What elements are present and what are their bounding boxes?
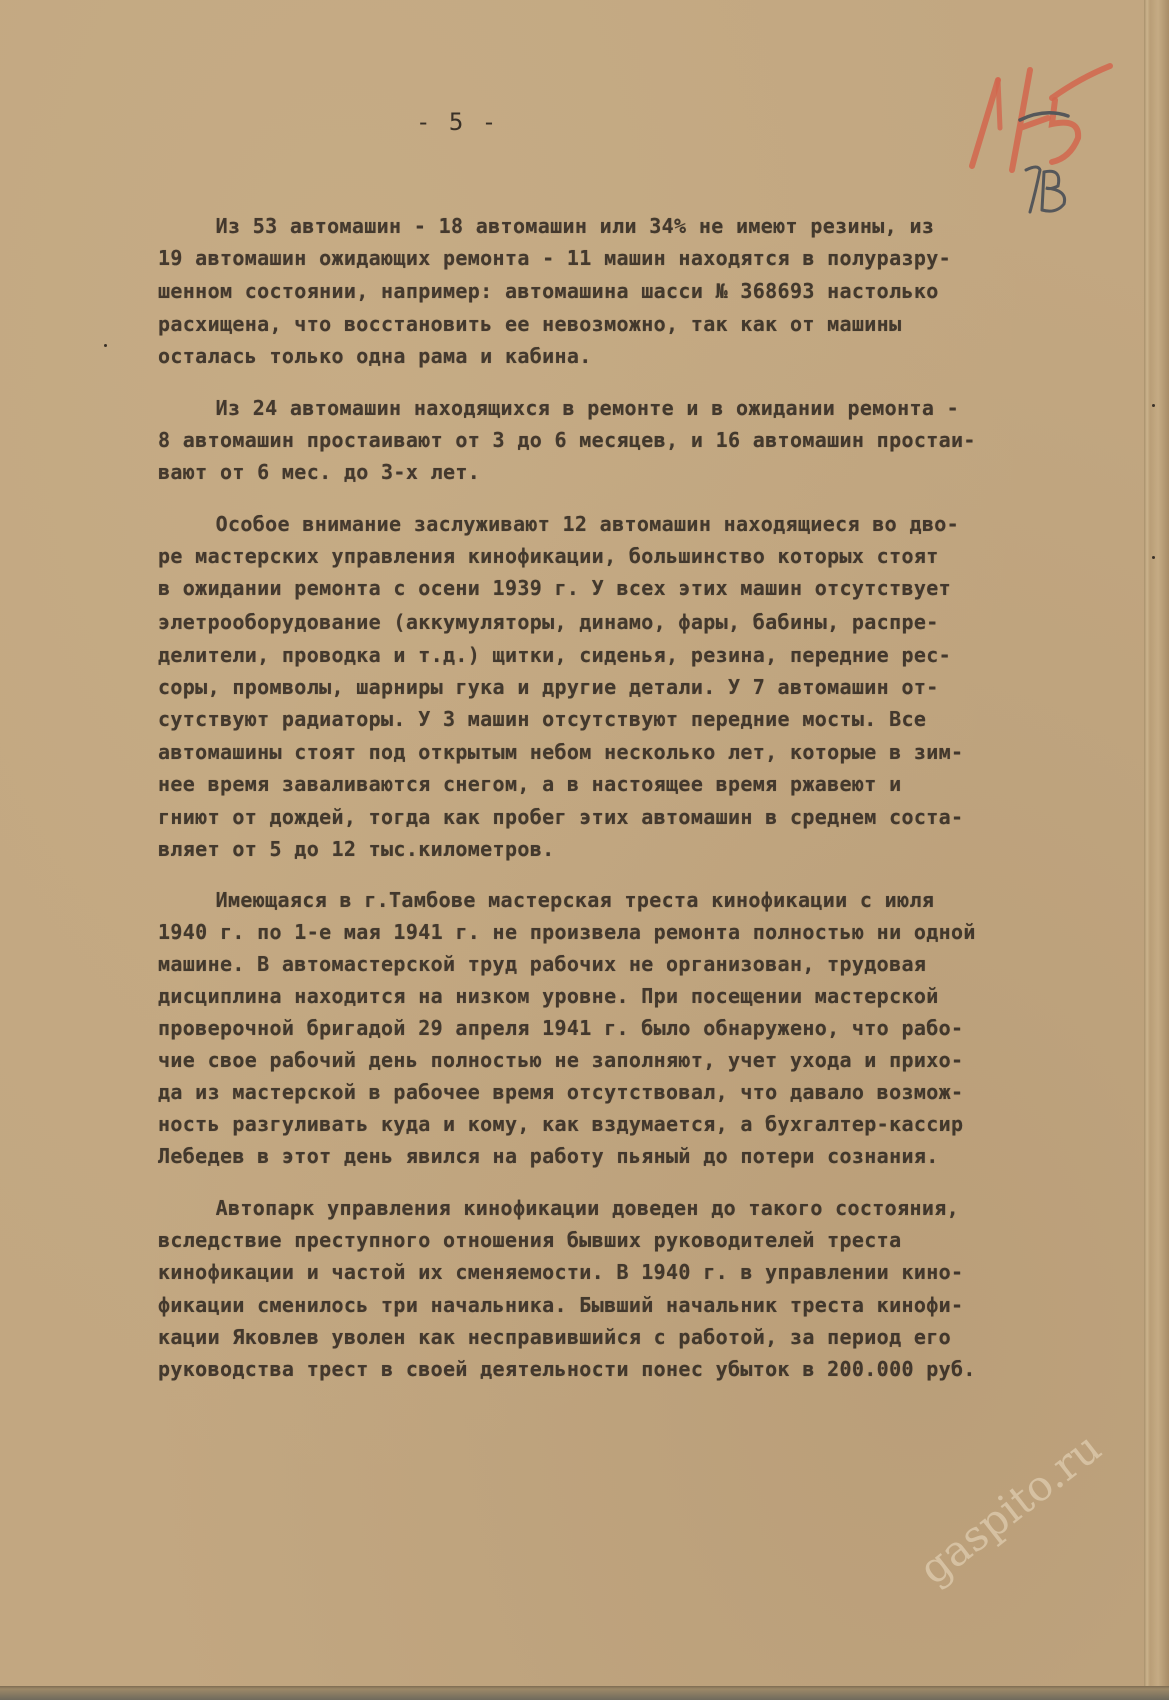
text-line: осталась только одна рама и кабина. bbox=[158, 344, 592, 368]
text-line: Имеющаяся в г.Тамбове мастерская треста кинофикации с июля bbox=[166, 888, 935, 912]
text-line: кинофикации и частой их сменяемости. В 1940 г. в управлении кино- bbox=[158, 1260, 964, 1284]
page-edge-bottom bbox=[0, 1686, 1169, 1700]
text-line: 19 автомашин ожидающих ремонта - 11 машин находятся в полуразру- bbox=[158, 246, 952, 270]
text-line: ность разгуливать куда и кому, как вздумается, а бухгалтер-кассир bbox=[158, 1112, 964, 1136]
text-line: дисциплина находится на низком уровне. При посещении мастерской bbox=[158, 984, 939, 1008]
text-line: 8 автомашин простаивают от 3 до 6 месяцев, и 16 автомашин простаи- bbox=[158, 428, 976, 452]
text-line: Лебедев в этот день явился на работу пьяный до потери сознания. bbox=[158, 1144, 939, 1168]
text-line: шенном состоянии, например: автомашина шасси № 368693 настолько bbox=[158, 279, 939, 303]
text-line: чие свое рабочий день полностью не заполняют, учет ухода и прихо- bbox=[158, 1048, 964, 1072]
text-line: вают от 6 мес. до 3-х лет. bbox=[158, 460, 481, 484]
handwritten-folio-red bbox=[960, 58, 1115, 176]
text-line: Автопарк управления кинофикации доведен до такого состояния, bbox=[166, 1196, 960, 1220]
text-line: соры, промволы, шарниры гука и другие детали. У 7 автомашин от- bbox=[158, 675, 939, 699]
text-line: кации Яковлев уволен как несправившийся с работой, за период его bbox=[158, 1325, 952, 1349]
text-line: сутствуют радиаторы. У 3 машин отсутствуют передние мосты. Все bbox=[158, 707, 927, 731]
text-line: нее время заваливаются снегом, а в настоящее время ржавеют и bbox=[158, 772, 902, 796]
text-line: в ожидании ремонта с осени 1939 г. У всех этих машин отсутствует bbox=[158, 576, 952, 600]
text-line: расхищена, что восстановить ее невозможно, так как от машины bbox=[158, 312, 902, 336]
text-line: машине. В автомастерской труд рабочих не организован, трудовая bbox=[158, 952, 927, 976]
text-line: Из 24 автомашин находящихся в ремонте и в ожидании ремонта - bbox=[166, 396, 960, 420]
margin-mark bbox=[104, 344, 107, 347]
text-line: делители, проводка и т.д.) щитки, сиденья, резина, передние рес- bbox=[158, 643, 952, 667]
text-line: 1940 г. по 1-е мая 1941 г. не произвела ремонта полностью ни одной bbox=[158, 920, 976, 944]
text-line: фикации сменилось три начальника. Бывший начальник треста кинофи- bbox=[158, 1293, 964, 1317]
text-line: автомашины стоят под открытым небом несколько лет, которые в зим- bbox=[158, 740, 964, 764]
text-line: Особое внимание заслуживают 12 автомашин находящиеся во дво- bbox=[166, 512, 960, 536]
text-line: элетрооборудование (аккумуляторы, динамо, фары, бабины, распре- bbox=[158, 610, 939, 634]
text-line: гниют от дождей, тогда как пробег этих автомашин в среднем соста- bbox=[158, 805, 964, 829]
handwritten-folio-grey bbox=[1020, 160, 1080, 220]
text-line: проверочной бригадой 29 апреля 1941 г. было обнаружено, что рабо- bbox=[158, 1016, 964, 1040]
text-line: да из мастерской в рабочее время отсутствовал, что давало возмож- bbox=[158, 1080, 964, 1104]
text-line: Из 53 автомашин - 18 автомашин или 34% не имеют резины, из bbox=[166, 214, 935, 238]
page-number: - 5 - bbox=[416, 108, 499, 136]
watermark: gaspito.ru bbox=[909, 1422, 1110, 1594]
margin-mark bbox=[1152, 404, 1155, 407]
text-line: вляет от 5 до 12 тыс.километров. bbox=[158, 837, 555, 861]
text-line: ре мастерских управления кинофикации, большинство которых стоят bbox=[158, 544, 939, 568]
page-edge-right bbox=[1144, 0, 1169, 1700]
text-line: вследствие преступного отношения бывших руководителей треста bbox=[158, 1228, 902, 1252]
text-line: руководства трест в своей деятельности понес убыток в 200.000 руб. bbox=[158, 1357, 976, 1381]
margin-mark bbox=[1152, 556, 1155, 559]
